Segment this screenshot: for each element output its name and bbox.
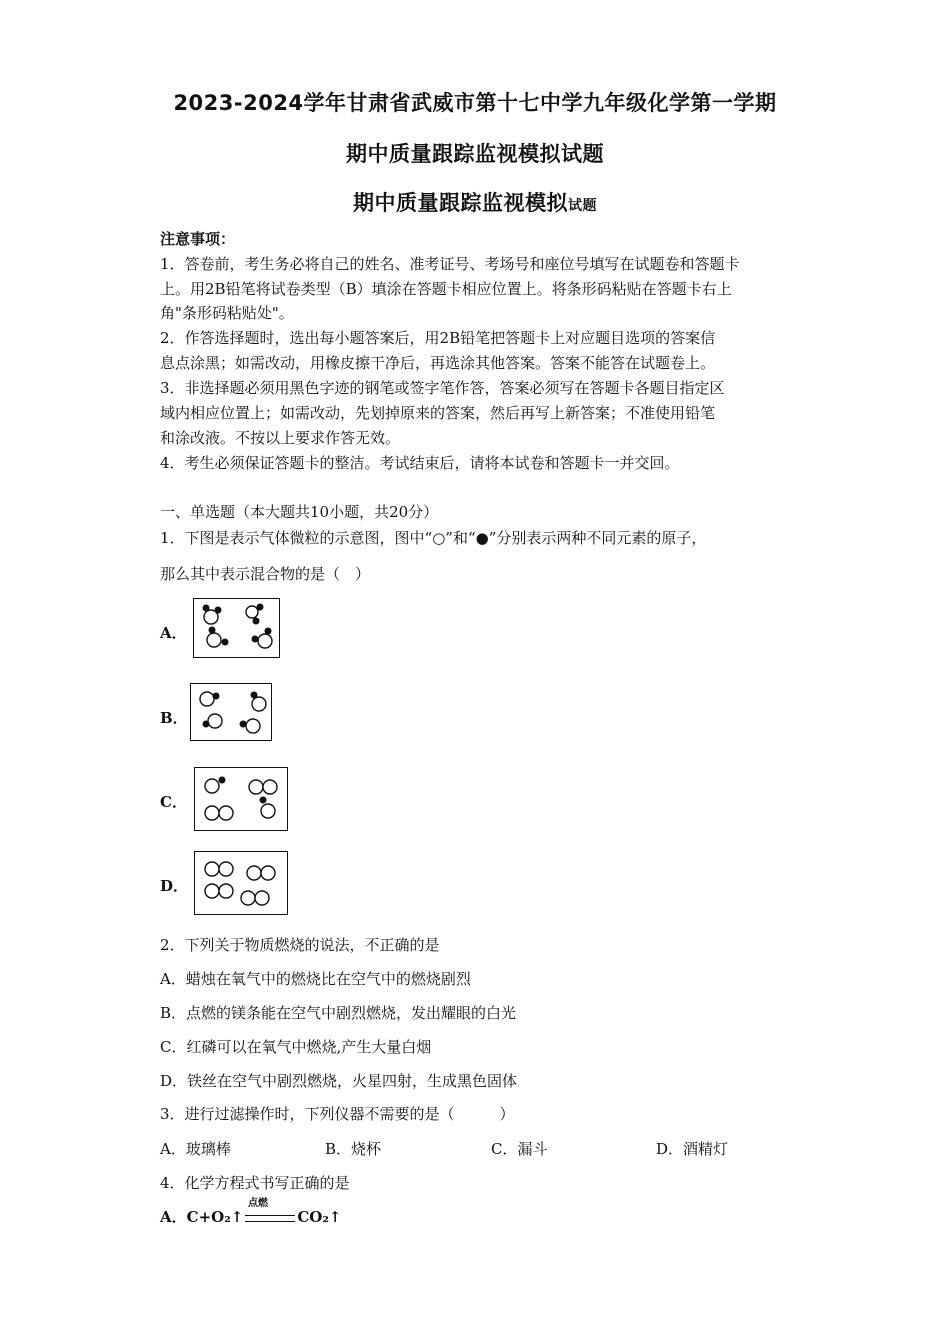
q4-option-a-right: CO₂↑ [297, 1208, 342, 1226]
title-line3-main: 期中质量跟踪监视模拟 [353, 191, 568, 215]
q2-option-b: B．点燃的镁条能在空气中剧烈燃烧，发出耀眼的白光 [160, 1004, 517, 1022]
equals-sign-icon [245, 1215, 295, 1222]
q2-option-a: A．蜡烛在氧气中的燃烧比在空气中的燃烧剧烈 [160, 970, 471, 988]
q2-stem: 2．下列关于物质燃烧的说法，不正确的是 [160, 936, 440, 954]
page-title-line3 [0, 187, 950, 217]
q1-stem-line2: 那么其中表示混合物的是（ ） [160, 565, 371, 583]
q1-option-b-label: B． [160, 709, 188, 727]
q3-option-d: D．酒精灯 [656, 1140, 729, 1158]
notice-line-7: 域内相应位置上；如需改动，先划掉原来的答案，然后再写上新答案；不准使用铅笔 [160, 404, 716, 422]
q1-option-d-diagram [194, 851, 288, 915]
q3-option-c: C．漏斗 [491, 1140, 548, 1158]
notice-line-2: 上。用2B铅笔将试卷类型（B）填涂在答题卡相应位置上。将条形码粘贴在答题卡右上 [160, 280, 732, 298]
notice-line-9: 4．考生必须保证答题卡的整洁。考试结束后，请将本试卷和答题卡一并交回。 [160, 454, 680, 472]
q1-option-a-diagram [193, 598, 280, 658]
q1-option-d-label: D． [160, 877, 189, 895]
notice-line-5: 息点涂黑；如需改动，用橡皮擦干净后，再选涂其他答案。答案不能答在试题卷上。 [160, 354, 716, 372]
section1-heading: 一、单选题（本大题共10小题，共20分） [160, 503, 439, 521]
q2-option-c: C．红磷可以在氧气中燃烧,产生大量白烟 [160, 1038, 432, 1056]
q4-option-a-prefix: A． [160, 1208, 187, 1226]
title-line3-small: 试题 [568, 198, 597, 214]
q4-option-a [160, 1198, 342, 1227]
notice-line-6: 3．非选择题必须用黑色字迹的钢笔或签字笔作答，答案必须写在答题卡各题目指定区 [160, 379, 725, 397]
notice-line-3: 角"条形码粘贴处"。 [160, 304, 294, 322]
q4-option-a-condition: 点燃 [248, 1198, 268, 1209]
notice-heading: 注意事项： [160, 230, 236, 248]
q3-option-a: A．玻璃棒 [160, 1140, 231, 1158]
notice-line-1: 1．答卷前，考生务必将自己的姓名、准考证号、考场号和座位号填写在试题卷和答题卡 [160, 255, 740, 273]
q2-option-d: D．铁丝在空气中剧烈燃烧，火星四射，生成黑色固体 [160, 1072, 518, 1090]
q1-option-b-diagram [190, 683, 272, 741]
q1-option-a-label: A． [160, 624, 187, 642]
notice-line-4: 2．作答选择题时，选出每小题答案后，用2B铅笔把答题卡上对应题目选项的答案信 [160, 329, 716, 347]
q3-option-b: B．烧杯 [325, 1140, 382, 1158]
q3-stem: 3．进行过滤操作时，下列仪器不需要的是（ ） [160, 1105, 515, 1123]
page-title-line1: 2023-2024学年甘肃省武威市第十七中学九年级化学第一学期 [173, 91, 777, 115]
q4-option-a-left: C+O₂↑ [186, 1208, 244, 1226]
page-title-line2: 期中质量跟踪监视模拟试题 [346, 142, 604, 166]
notice-line-8: 和涂改液。不按以上要求作答无效。 [160, 429, 401, 447]
q4-stem: 4．化学方程式书写正确的是 [160, 1174, 350, 1192]
q1-option-c-diagram [194, 767, 288, 831]
q1-option-c-label: C． [160, 793, 187, 811]
q1-stem-line1: 1．下图是表示气体微粒的示意图，图中“○”和“●”分别表示两种不同元素的原子， [160, 529, 707, 547]
